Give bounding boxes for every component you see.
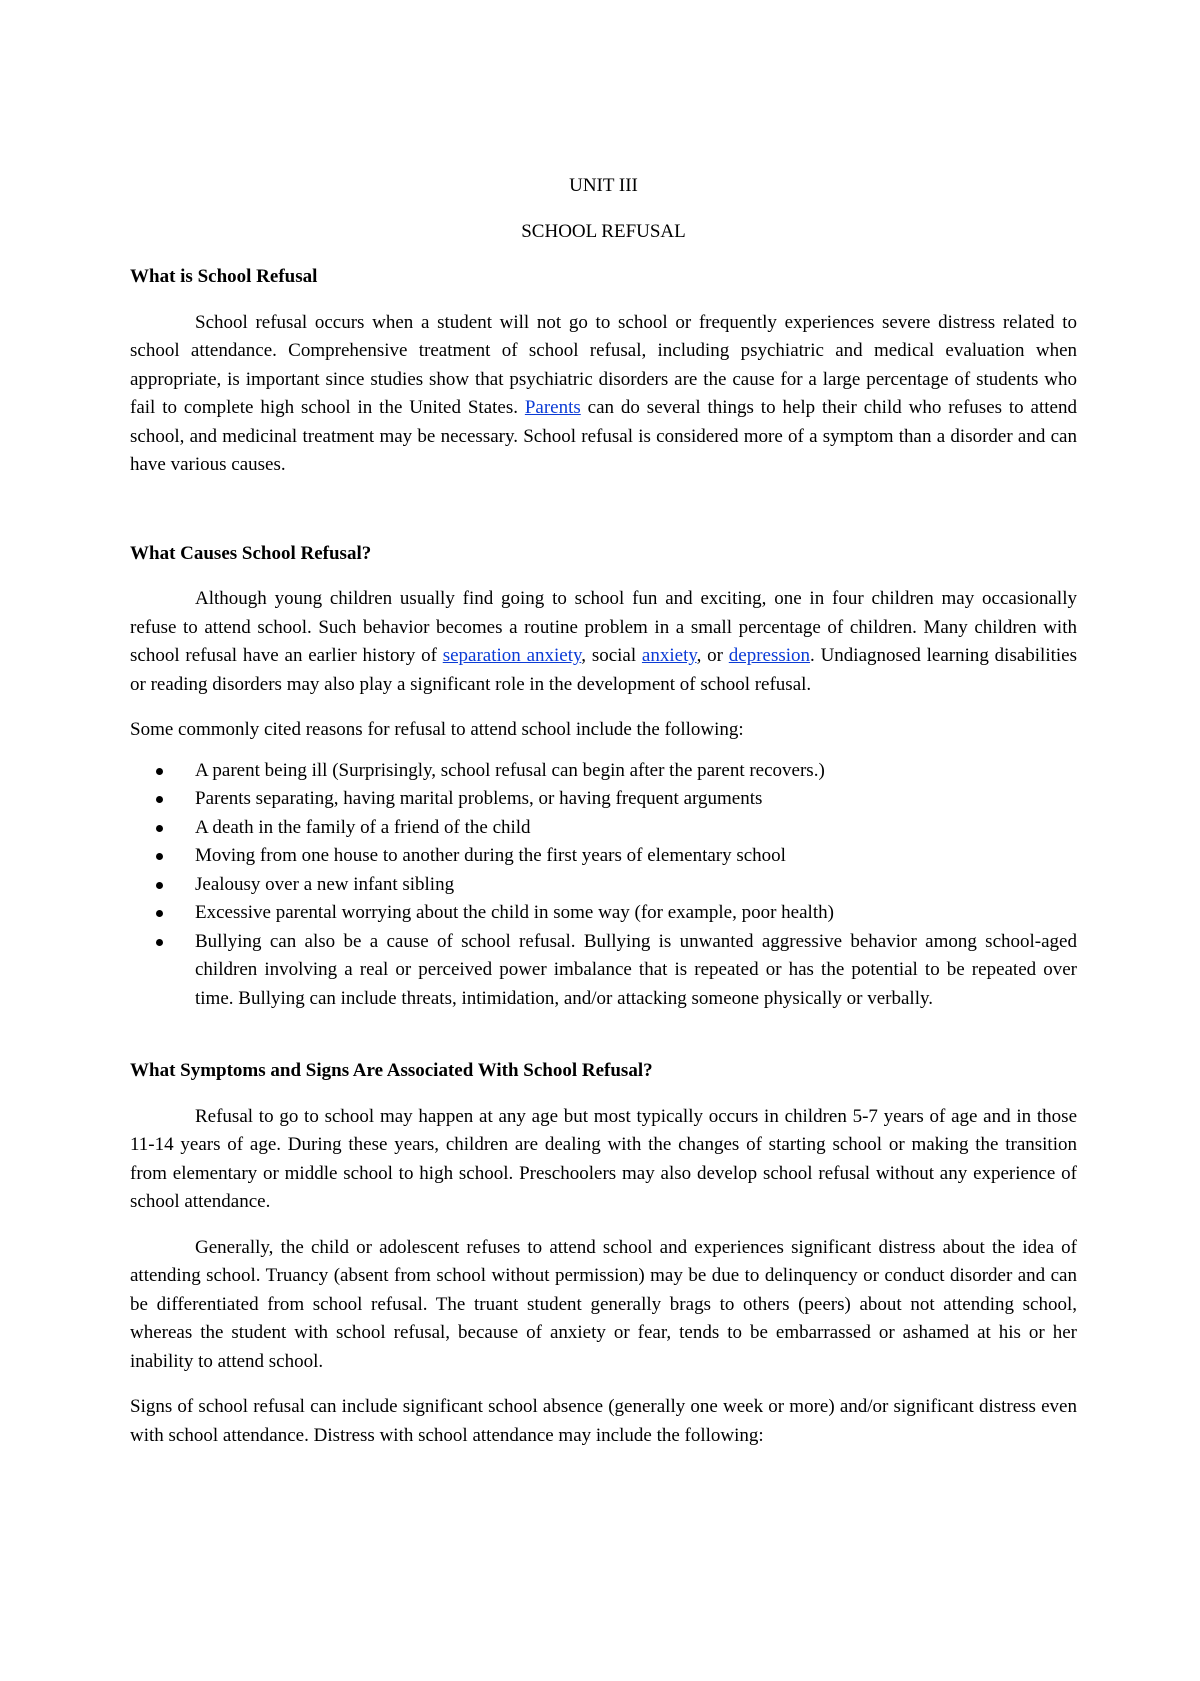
- section-heading-causes: What Causes School Refusal?: [130, 542, 372, 564]
- unit-heading: UNIT III: [569, 175, 638, 196]
- list-item-text: Moving from one house to another during the first years of elementary school: [195, 845, 786, 866]
- paragraph-causes: [130, 585, 1077, 699]
- link-separation-anxiety[interactable]: separation anxiety: [442, 645, 582, 666]
- list-item-text: Parents separating, having marital problems, or having frequent arguments: [195, 788, 763, 809]
- list-item: [130, 785, 1077, 814]
- paragraph-what-is: [130, 309, 1077, 480]
- text-run: Although young children usually find going to school fun and exciting, one in four children may occasionally refuse to attend school. Such behavior becomes a routine problem in a small percentage of children. Many children with school refusal have an earlier history of: [130, 588, 1077, 666]
- list-item-text: A death in the family of a friend of the child: [195, 816, 531, 838]
- list-item-text: Excessive parental worrying about the child in some way (for example, poor health): [195, 902, 834, 923]
- document-body: [130, 172, 1077, 1450]
- paragraph-symptoms-2: Generally, the child or adolescent refuses to attend school and experiences significant distress about the idea of attending school. Truancy (absent from school without permission) may be due to delinquency or conduct disorder and can be differentiated from school refusal. The truant student generally brags to others (peers) about not attending school, whereas the student with school refusal, because of anxiety or fear, tends to be embarrassed or ashamed at his or her inability to attend school.: [130, 1236, 1077, 1372]
- paragraph-symptoms-3: Signs of school refusal can include significant school absence (generally one week or more) and/or significant distress even with school attendance. Distress with school attendance may include the following:: [130, 1396, 1077, 1446]
- paragraph-symptoms-1: Refusal to go to school may happen at any age but most typically occurs in children 5-7 years of age and in those 11-14 years of age. During these years, children are dealing with the changes of starting school or making the transition from elementary or middle school to high school. Preschoolers may also develop school refusal without any experience of school attendance.: [130, 1105, 1077, 1212]
- link-anxiety[interactable]: anxiety: [641, 645, 697, 666]
- text-run: , social: [581, 645, 642, 666]
- bullet-icon: [156, 825, 163, 832]
- list-item-text: Jealousy over a new infant sibling: [195, 873, 455, 895]
- text-run: can do several things to help their child who refuses to attend school, and medicinal treatment may be necessary. School refusal is considered more of a symptom than a disorder and can have various causes.: [130, 397, 1077, 475]
- text-run: . Undiagnosed learning disabilities or reading disorders may also play a significant role in the development of school refusal.: [130, 645, 1077, 695]
- list-item: [130, 814, 1077, 843]
- bullet-icon: [156, 939, 163, 946]
- paragraph-reasons-intro: Some commonly cited reasons for refusal to attend school include the following:: [130, 719, 744, 740]
- list-item-text: A parent being ill (Surprisingly, school refusal can begin after the parent recovers.): [195, 759, 825, 781]
- bullet-icon: [156, 796, 163, 803]
- section-heading-symptoms: What Symptoms and Signs Are Associated With School Refusal?: [130, 1060, 653, 1081]
- section-heading-what-is: What is School Refusal: [130, 266, 318, 287]
- bullet-icon: [156, 853, 163, 860]
- list-item: [130, 871, 1077, 900]
- list-item: [130, 899, 1077, 928]
- list-item: [130, 842, 1077, 871]
- text-run: , or: [696, 645, 729, 666]
- link-depression[interactable]: depression: [728, 645, 811, 666]
- bullet-icon: [156, 910, 163, 917]
- list-item: [130, 928, 1077, 1014]
- bullet-icon: [156, 882, 163, 889]
- document-title: SCHOOL REFUSAL: [521, 220, 686, 242]
- list-item-text: Bullying can also be a cause of school refusal. Bullying is unwanted aggressive behavior among school-aged children involving a real or perceived power imbalance that is repeated or has the potential to be repeated over time. Bullying can include threats, intimidation, and/or attacking someone physically or verbally.: [195, 930, 1077, 1009]
- text-run: School refusal occurs when a student will not go to school or frequently experiences severe distress related to school attendance. Comprehensive treatment of school refusal, including psychiatric and medical evaluation when appropriate, is important since studies show that psychiatric disorders are the cause for a large percentage of students who fail to complete high school in the United States.: [130, 311, 1077, 418]
- bullet-icon: [156, 768, 163, 775]
- link-parents[interactable]: Parents: [524, 397, 581, 418]
- reasons-list: [130, 757, 1077, 1014]
- list-item: [130, 757, 1077, 786]
